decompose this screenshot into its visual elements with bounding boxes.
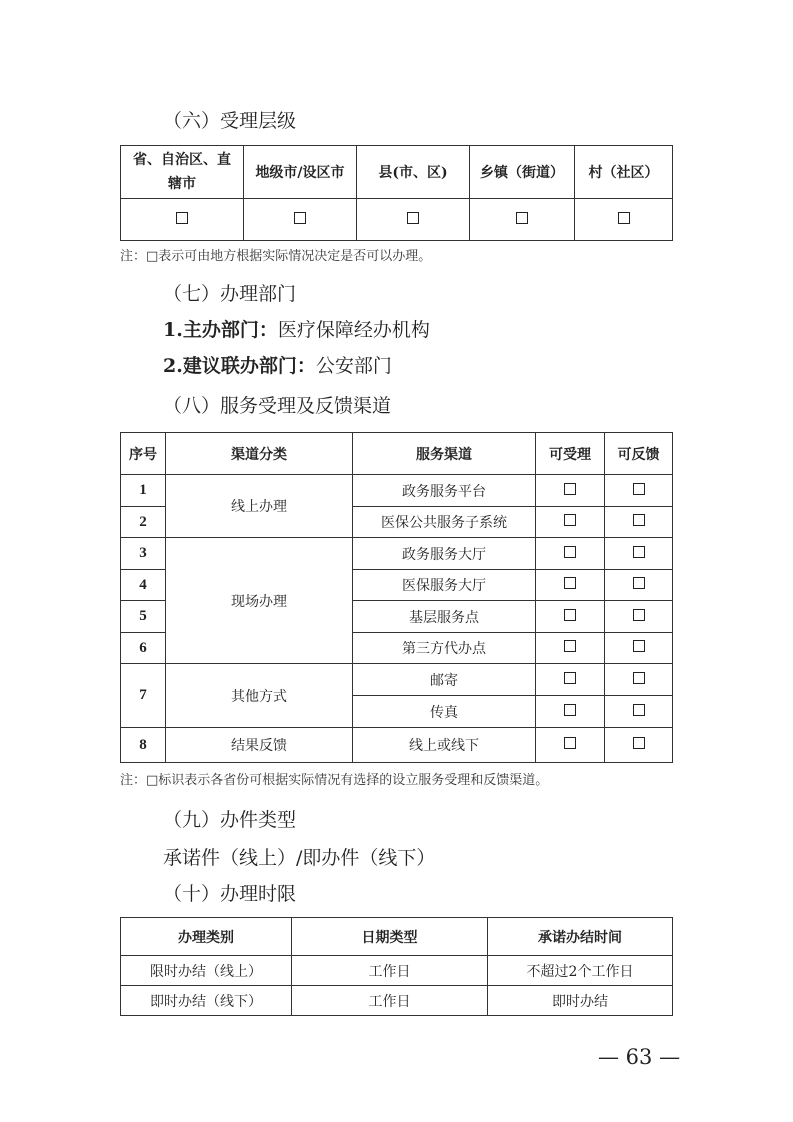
checkbox[interactable] — [633, 609, 645, 621]
checkbox[interactable] — [564, 672, 576, 684]
table-row — [121, 956, 673, 986]
channel-table — [120, 432, 673, 763]
checkbox[interactable] — [618, 212, 630, 224]
checkbox[interactable] — [633, 704, 645, 716]
checkbox[interactable] — [633, 640, 645, 652]
channel-cell: 第三方代办点 — [353, 633, 536, 664]
header-town: 乡镇（街道） — [470, 146, 575, 199]
table-row — [121, 664, 673, 696]
row-no: 2 — [121, 507, 166, 538]
header-province: 省、自治区、直辖市 — [121, 146, 244, 199]
header-channel: 服务渠道 — [353, 433, 536, 475]
cell: 限时办结（线上） — [121, 956, 292, 986]
lead-value: 医疗保障经办机构 — [277, 319, 430, 341]
section-7-title: （七）办理部门 — [163, 283, 297, 305]
checkbox[interactable] — [176, 212, 188, 224]
channel-cell: 邮寄 — [353, 664, 536, 696]
lead-label: 1.主办部门： — [163, 319, 278, 341]
channel-cell: 政务服务平台 — [353, 475, 536, 507]
table-row — [121, 728, 673, 763]
row-no: 1 — [121, 475, 166, 507]
header-county: 县(市、区) — [357, 146, 470, 199]
channel-cell: 基层服务点 — [353, 601, 536, 633]
checkbox[interactable] — [516, 212, 528, 224]
header-type: 办理类别 — [121, 918, 292, 956]
channel-cell: 医保公共服务子系统 — [353, 507, 536, 538]
header-no: 序号 — [121, 433, 166, 475]
checkbox[interactable] — [633, 483, 645, 495]
category-cell: 其他方式 — [166, 664, 353, 728]
joint-value: 公安部门 — [315, 355, 392, 377]
header-village: 村（社区） — [575, 146, 673, 199]
cell: 工作日 — [292, 986, 488, 1016]
category-cell: 结果反馈 — [166, 728, 353, 763]
row-no: 7 — [121, 664, 166, 728]
row-no: 4 — [121, 570, 166, 601]
channel-note: 注：□标识表示各省份可根据实际情况有选择的设立服务受理和反馈渠道。 — [120, 773, 549, 788]
header-accept: 可受理 — [536, 433, 605, 475]
cell: 即时办结 — [488, 986, 673, 1016]
checkbox[interactable] — [633, 546, 645, 558]
channel-cell: 线上或线下 — [353, 728, 536, 763]
header-category: 渠道分类 — [166, 433, 353, 475]
lead-department — [163, 315, 430, 342]
channel-cell: 医保服务大厅 — [353, 570, 536, 601]
row-no: 3 — [121, 538, 166, 570]
category-cell: 现场办理 — [166, 538, 353, 664]
section-10-title: （十）办理时限 — [163, 883, 297, 905]
checkbox[interactable] — [294, 212, 306, 224]
checkbox[interactable] — [564, 546, 576, 558]
checkbox[interactable] — [564, 609, 576, 621]
header-city: 地级市/设区市 — [244, 146, 357, 199]
table-row — [121, 538, 673, 570]
channel-cell: 传真 — [353, 696, 536, 728]
table-row — [121, 986, 673, 1016]
checkbox[interactable] — [564, 577, 576, 589]
checkbox[interactable] — [633, 514, 645, 526]
checkbox[interactable] — [564, 704, 576, 716]
header-commit-time: 承诺办结时间 — [488, 918, 673, 956]
table-row — [121, 475, 673, 507]
category-cell: 线上办理 — [166, 475, 353, 538]
cell: 工作日 — [292, 956, 488, 986]
header-date-type: 日期类型 — [292, 918, 488, 956]
joint-label: 2.建议联办部门： — [163, 355, 316, 377]
level-table — [120, 145, 673, 241]
page-number: — 63 — — [598, 1045, 681, 1069]
cell: 即时办结（线下） — [121, 986, 292, 1016]
header-feedback: 可反馈 — [605, 433, 673, 475]
section-8-title: （八）服务受理及反馈渠道 — [163, 395, 392, 417]
cell: 不超过2个工作日 — [488, 956, 673, 986]
time-limit-table — [120, 917, 673, 1016]
checkbox[interactable] — [564, 483, 576, 495]
checkbox[interactable] — [633, 577, 645, 589]
row-no: 8 — [121, 728, 166, 763]
row-no: 5 — [121, 601, 166, 633]
section-6-title: （六）受理层级 — [163, 110, 297, 132]
checkbox[interactable] — [407, 212, 419, 224]
checkbox[interactable] — [564, 640, 576, 652]
channel-cell: 政务服务大厅 — [353, 538, 536, 570]
checkbox[interactable] — [564, 737, 576, 749]
case-type: 承诺件（线上）/即办件（线下） — [163, 847, 436, 869]
section-9-title: （九）办件类型 — [163, 809, 297, 831]
level-note: 注：□表示可由地方根据实际情况决定是否可以办理。 — [120, 249, 432, 264]
joint-department — [163, 351, 392, 378]
checkbox[interactable] — [564, 514, 576, 526]
row-no: 6 — [121, 633, 166, 664]
checkbox[interactable] — [633, 737, 645, 749]
checkbox[interactable] — [633, 672, 645, 684]
